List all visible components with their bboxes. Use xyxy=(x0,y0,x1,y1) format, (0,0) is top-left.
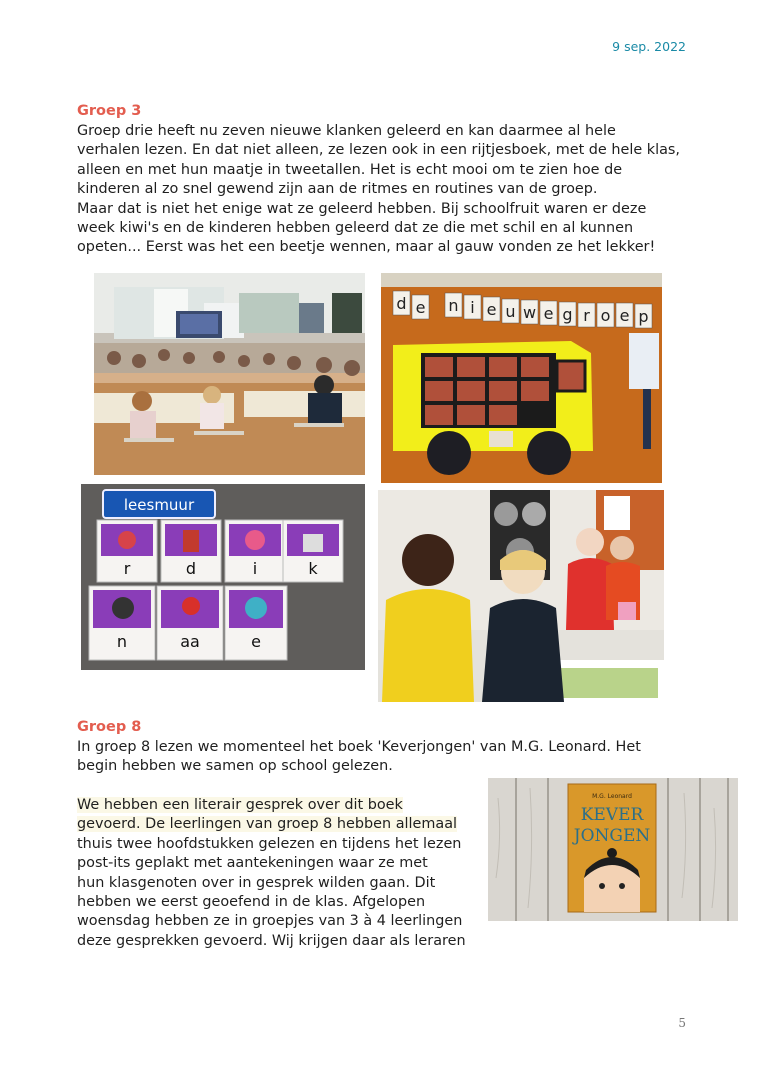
bus-letter: d xyxy=(396,294,407,313)
book-title-line-1: KEVER xyxy=(580,805,644,825)
letter-card: n xyxy=(116,632,128,651)
bus-wall-photo xyxy=(381,273,662,483)
bus-letter: u xyxy=(505,302,516,321)
text-line: week kiwi's en de kinderen hebben geleerd dat ze die met schil en al kunnen xyxy=(77,220,634,237)
letter-card: k xyxy=(308,559,318,578)
groep-3-text xyxy=(77,122,680,258)
text-line: verhalen lezen. En dat niet alleen, ze lezen ook in een rijtjesboek, met de hele klas, xyxy=(77,142,680,159)
text-line: hebben we eerst geoefend in de klas. Afgelopen xyxy=(77,894,426,911)
text-line: Maar dat is niet het enige wat ze geleerd hebben. Bij schoolfruit waren er deze xyxy=(77,200,647,217)
groep-8-body xyxy=(77,796,466,951)
date-label: 9 sep. 2022 xyxy=(612,39,686,54)
bus-letter: p xyxy=(638,307,649,326)
letter-card: e xyxy=(251,632,261,651)
text-line: begin hebben we samen op school gelezen. xyxy=(77,758,393,775)
letter-card: aa xyxy=(180,632,200,651)
classroom-photo xyxy=(94,273,365,475)
bus-letter: e xyxy=(619,306,630,325)
letter-card: i xyxy=(252,559,258,578)
heading-groep-3: Groep 3 xyxy=(77,103,142,119)
text-line: woensdag hebben ze in groepjes van 3 à 4 leerlingen xyxy=(77,913,463,930)
text-line: gevoerd. De leerlingen van groep 8 hebben allemaal xyxy=(77,816,458,833)
bus-letter: e xyxy=(543,304,554,323)
text-line: Groep drie heeft nu zeven nieuwe klanken geleerd en kan daarmee al hele xyxy=(77,123,616,139)
heading-groep-8: Groep 8 xyxy=(77,719,142,735)
bus-letter: i xyxy=(470,298,475,317)
leesmuur-photo xyxy=(81,484,365,670)
text-line: kinderen al zo snel gewend zijn aan de ritmes en routines van de groep. xyxy=(77,181,598,198)
letter-card: d xyxy=(185,559,197,578)
leesmuur-sign: leesmuur xyxy=(123,496,195,514)
letter-card: r xyxy=(123,559,131,578)
bus-letter: r xyxy=(583,306,590,325)
bus-letter: o xyxy=(600,306,611,325)
bus-letter: w xyxy=(522,303,537,322)
text-line: In groep 8 lezen we momenteel het boek 'Keverjongen' van M.G. Leonard. Het xyxy=(77,739,641,755)
groep-8-intro xyxy=(77,738,641,777)
bus-letter: g xyxy=(562,305,573,324)
text-line: post-its geplakt met aantekeningen waar ze met xyxy=(77,855,428,872)
page-number: 5 xyxy=(678,1016,686,1030)
text-line: hun klasgenoten over in gesprek wilden gaan. Dit xyxy=(77,874,436,891)
bus-letter: e xyxy=(486,300,497,319)
text-line: thuis twee hoofdstukken gelezen en tijdens het lezen xyxy=(77,835,462,852)
bus-letter: e xyxy=(415,298,426,317)
book-title-line-2: JONGEN xyxy=(573,826,651,846)
book-photo xyxy=(488,778,738,921)
kiwi-children-photo xyxy=(378,490,664,702)
book-author: M.G. Leonard xyxy=(592,793,632,800)
text-line: We hebben een literair gesprek over dit boek xyxy=(77,797,403,813)
text-line: opeten... Eerst was het een beetje wennen, maar al gauw vonden ze het lekker! xyxy=(77,239,656,256)
bus-letter: n xyxy=(448,296,459,315)
text-line: deze gesprekken gevoerd. Wij krijgen daar als leraren xyxy=(77,932,466,949)
text-line: alleen en met hun maatje in tweetallen. Het is echt mooi om te zien hoe de xyxy=(77,161,623,178)
